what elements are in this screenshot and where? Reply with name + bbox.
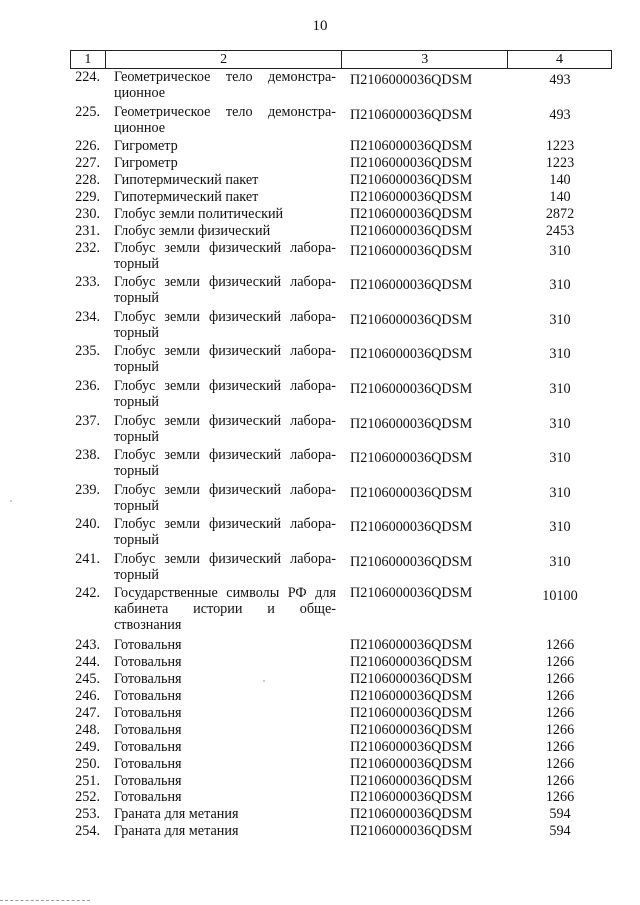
item-quantity: 1266 <box>545 755 575 772</box>
item-name: Готовальня <box>114 705 182 722</box>
item-name: Готовальня <box>114 789 182 806</box>
table-row <box>70 671 612 688</box>
table-row <box>70 104 612 139</box>
table-row <box>70 585 612 637</box>
item-code: П2106000036QDSM <box>350 484 473 501</box>
item-quantity: 140 <box>549 188 571 205</box>
item-quantity: 1223 <box>545 138 575 155</box>
row-number: 241. <box>75 550 100 567</box>
row-number: 244. <box>75 654 100 671</box>
row-number: 228. <box>75 171 100 188</box>
item-code: П2106000036QDSM <box>350 705 473 722</box>
item-quantity: 1223 <box>545 155 575 172</box>
item-name: Готовальня <box>114 637 182 654</box>
item-quantity: 1266 <box>545 772 575 789</box>
item-quantity: 594 <box>549 823 571 840</box>
page-number: 10 <box>312 18 328 34</box>
scan-speck <box>263 680 265 682</box>
row-number: 226. <box>75 138 100 155</box>
footer-rule <box>0 900 90 901</box>
item-quantity: 310 <box>549 380 571 397</box>
item-code: П2106000036QDSM <box>350 721 473 738</box>
item-quantity: 1266 <box>545 671 575 688</box>
item-quantity: 310 <box>549 277 571 294</box>
item-code: П2106000036QDSM <box>350 138 473 155</box>
item-name: Готовальня <box>114 654 182 671</box>
item-name: Гипотермический пакет <box>114 171 259 188</box>
item-name: Геометрическое тело демонстра-ционное <box>114 69 336 101</box>
table-row <box>70 240 612 275</box>
item-name: Гигрометр <box>114 138 178 155</box>
row-number: 231. <box>75 222 100 239</box>
item-quantity: 1266 <box>545 705 575 722</box>
item-quantity: 310 <box>549 519 571 536</box>
table-row <box>70 413 612 448</box>
item-name: Гипотермический пакет <box>114 188 259 205</box>
item-code: П2106000036QDSM <box>350 188 473 205</box>
row-number: 246. <box>75 688 100 705</box>
table-row <box>70 378 612 413</box>
item-code: П2106000036QDSM <box>350 789 473 806</box>
item-code: П2106000036QDSM <box>350 380 473 397</box>
table-row <box>70 654 612 671</box>
row-number: 247. <box>75 705 100 722</box>
row-number: 234. <box>75 308 100 325</box>
table-row <box>70 756 612 773</box>
row-number: 248. <box>75 721 100 738</box>
item-name: Глобус земли физический <box>114 222 271 239</box>
item-code: П2106000036QDSM <box>350 222 473 239</box>
item-code: П2106000036QDSM <box>350 277 473 294</box>
item-quantity: 310 <box>549 415 571 432</box>
item-name: Готовальня <box>114 688 182 705</box>
item-quantity: 1266 <box>545 721 575 738</box>
table-row <box>70 806 612 823</box>
row-number: 232. <box>75 239 100 256</box>
item-name: Глобус земли физический лабора-торный <box>114 239 336 272</box>
item-name: Глобус земли физический лабора-торный <box>114 308 336 341</box>
item-name: Готовальня <box>114 772 182 789</box>
item-quantity: 1266 <box>545 688 575 705</box>
row-number: 227. <box>75 155 100 172</box>
row-number: 250. <box>75 755 100 772</box>
item-code: П2106000036QDSM <box>350 637 473 654</box>
item-quantity: 310 <box>549 553 571 570</box>
item-name: Глобус земли физический лабора-торный <box>114 412 336 445</box>
table-row <box>70 482 612 517</box>
item-name: Гигрометр <box>114 155 178 172</box>
table-row <box>70 223 612 240</box>
row-number: 235. <box>75 343 100 360</box>
item-code: П2106000036QDSM <box>350 688 473 705</box>
item-quantity: 310 <box>549 450 571 467</box>
item-name: Готовальня <box>114 755 182 772</box>
column-header-2: 2 <box>105 51 342 68</box>
item-quantity: 1266 <box>545 789 575 806</box>
item-code: П2106000036QDSM <box>350 205 473 222</box>
item-name: Глобус земли физический лабора-торный <box>114 377 336 410</box>
row-number: 237. <box>75 412 100 429</box>
item-code: П2106000036QDSM <box>350 346 473 363</box>
item-name: Глобус земли физический лабора-торный <box>114 481 336 514</box>
item-code: П2106000036QDSM <box>350 671 473 688</box>
table-row <box>70 516 612 551</box>
table-row <box>70 637 612 654</box>
item-code: П2106000036QDSM <box>350 738 473 755</box>
row-number: 238. <box>75 447 100 464</box>
item-quantity: 1266 <box>545 654 575 671</box>
item-name: Геометрическое тело демонстра-ционное <box>114 103 336 136</box>
item-quantity: 493 <box>549 106 571 123</box>
item-name: Граната для метания <box>114 823 239 840</box>
item-code: П2106000036QDSM <box>350 553 473 570</box>
item-code: П2106000036QDSM <box>350 242 473 259</box>
table-row <box>70 274 612 309</box>
item-name: Государственные символы РФ для кабинета истории и обще-ствознания <box>114 585 336 634</box>
item-name: Глобус земли физический лабора-торный <box>114 274 336 307</box>
item-name: Граната для метания <box>114 806 239 823</box>
item-quantity: 310 <box>549 311 571 328</box>
table-body <box>70 69 612 840</box>
row-number: 252. <box>75 789 100 806</box>
item-quantity: 594 <box>549 806 571 823</box>
table-row <box>70 189 612 206</box>
item-code: П2106000036QDSM <box>350 415 473 432</box>
table-row <box>70 789 612 806</box>
item-code: П2106000036QDSM <box>350 772 473 789</box>
item-quantity: 310 <box>549 346 571 363</box>
item-code: П2106000036QDSM <box>350 155 473 172</box>
item-name: Глобус земли физический лабора-торный <box>114 447 336 480</box>
item-name: Готовальня <box>114 671 182 688</box>
item-name: Готовальня <box>114 738 182 755</box>
item-code: П2106000036QDSM <box>350 171 473 188</box>
item-code: П2106000036QDSM <box>350 755 473 772</box>
item-quantity: 10100 <box>542 588 578 605</box>
item-quantity: 310 <box>549 484 571 501</box>
row-number: 236. <box>75 377 100 394</box>
column-header-3: 3 <box>341 51 506 68</box>
row-number: 229. <box>75 188 100 205</box>
table-row <box>70 155 612 172</box>
row-number: 242. <box>75 585 100 602</box>
table-row <box>70 773 612 790</box>
row-number: 254. <box>75 823 100 840</box>
column-header-1: 1 <box>70 51 105 68</box>
item-code: П2106000036QDSM <box>350 585 473 602</box>
row-number: 239. <box>75 481 100 498</box>
item-quantity: 1266 <box>545 637 575 654</box>
row-number: 224. <box>75 69 100 85</box>
table-row <box>70 309 612 344</box>
item-name: Глобус земли физический лабора-торный <box>114 550 336 583</box>
row-number: 253. <box>75 806 100 823</box>
row-number: 245. <box>75 671 100 688</box>
scan-speck <box>10 500 12 502</box>
inventory-table <box>70 50 612 840</box>
item-code: П2106000036QDSM <box>350 654 473 671</box>
row-number: 249. <box>75 738 100 755</box>
table-row <box>70 447 612 482</box>
table-row <box>70 172 612 189</box>
item-quantity: 1266 <box>545 738 575 755</box>
row-number: 225. <box>75 103 100 120</box>
item-code: П2106000036QDSM <box>350 311 473 328</box>
item-quantity: 493 <box>549 72 571 88</box>
item-quantity: 140 <box>549 171 571 188</box>
table-row <box>70 688 612 705</box>
table-header-row <box>70 50 612 69</box>
item-name: Глобус земли политический <box>114 205 284 222</box>
table-row <box>70 69 612 104</box>
item-code: П2106000036QDSM <box>350 806 473 823</box>
table-row <box>70 705 612 722</box>
item-code: П2106000036QDSM <box>350 823 473 840</box>
table-row <box>70 722 612 739</box>
item-code: П2106000036QDSM <box>350 450 473 467</box>
table-row <box>70 138 612 155</box>
item-name: Готовальня <box>114 721 182 738</box>
item-quantity: 2453 <box>545 222 575 239</box>
row-number: 230. <box>75 205 100 222</box>
item-name: Глобус земли физический лабора-торный <box>114 343 336 376</box>
column-header-4: 4 <box>507 51 612 68</box>
table-row <box>70 823 612 840</box>
row-number: 233. <box>75 274 100 291</box>
item-name: Глобус земли физический лабора-торный <box>114 516 336 549</box>
table-row <box>70 343 612 378</box>
table-row <box>70 739 612 756</box>
table-row <box>70 206 612 223</box>
item-code: П2106000036QDSM <box>350 72 473 88</box>
item-code: П2106000036QDSM <box>350 519 473 536</box>
row-number: 251. <box>75 772 100 789</box>
item-code: П2106000036QDSM <box>350 106 473 123</box>
row-number: 243. <box>75 637 100 654</box>
row-number: 240. <box>75 516 100 533</box>
item-quantity: 2872 <box>545 205 575 222</box>
table-row <box>70 551 612 586</box>
item-quantity: 310 <box>549 242 571 259</box>
